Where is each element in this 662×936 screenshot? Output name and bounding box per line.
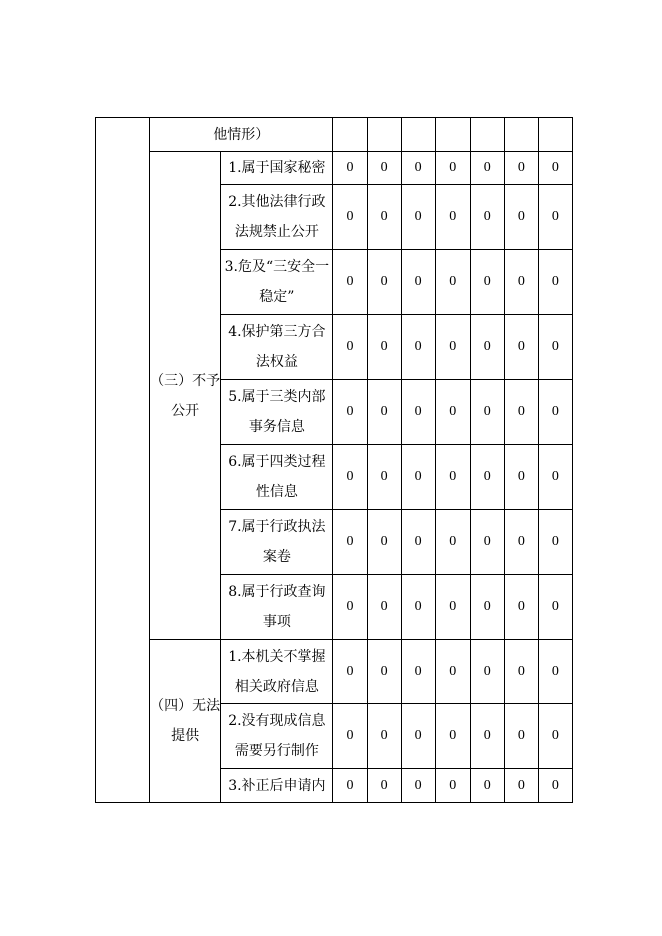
item-label: 3.补正后申请内 — [221, 769, 333, 803]
value-cell: 0 — [435, 575, 470, 640]
value-cell: 0 — [435, 704, 470, 769]
value-cell: 0 — [367, 640, 401, 704]
item-label: 2.其他法律行政法规禁止公开 — [221, 185, 333, 250]
value-cell: 0 — [367, 704, 401, 769]
value-cell: 0 — [401, 575, 435, 640]
value-cell: 0 — [367, 380, 401, 445]
value-cell: 0 — [504, 380, 538, 445]
value-cell — [333, 118, 367, 152]
item-label: 6.属于四类过程性信息 — [221, 445, 333, 510]
value-cell: 0 — [367, 510, 401, 575]
value-cell: 0 — [470, 445, 504, 510]
value-cell: 0 — [470, 640, 504, 704]
item-label: 1.本机关不掌握相关政府信息 — [221, 640, 333, 704]
value-cell: 0 — [367, 575, 401, 640]
table-row — [96, 118, 573, 152]
value-cell: 0 — [538, 575, 572, 640]
value-cell: 0 — [470, 510, 504, 575]
value-cell: 0 — [435, 315, 470, 380]
value-cell: 0 — [538, 315, 572, 380]
category-not-disclosed: （三）不予公开 — [150, 152, 221, 640]
item-label: 2.没有现成信息需要另行制作 — [221, 704, 333, 769]
value-cell: 0 — [538, 640, 572, 704]
value-cell: 0 — [435, 640, 470, 704]
value-cell: 0 — [470, 769, 504, 803]
value-cell: 0 — [504, 575, 538, 640]
value-cell: 0 — [333, 510, 367, 575]
table-row — [96, 640, 573, 704]
statistics-table — [95, 117, 573, 803]
value-cell: 0 — [367, 250, 401, 315]
category-cannot-provide: （四）无法提供 — [150, 640, 221, 803]
value-cell: 0 — [401, 380, 435, 445]
value-cell: 0 — [435, 185, 470, 250]
item-label: 4.保护第三方合法权益 — [221, 315, 333, 380]
outer-category-cell — [96, 118, 150, 803]
value-cell: 0 — [538, 250, 572, 315]
value-cell: 0 — [401, 704, 435, 769]
continued-item-label: 他情形） — [150, 118, 333, 152]
value-cell: 0 — [470, 575, 504, 640]
value-cell: 0 — [401, 250, 435, 315]
value-cell: 0 — [367, 152, 401, 185]
value-cell — [367, 118, 401, 152]
value-cell: 0 — [333, 250, 367, 315]
value-cell: 0 — [401, 152, 435, 185]
value-cell: 0 — [504, 152, 538, 185]
value-cell: 0 — [333, 640, 367, 704]
value-cell — [470, 118, 504, 152]
value-cell: 0 — [401, 315, 435, 380]
value-cell: 0 — [538, 769, 572, 803]
value-cell: 0 — [504, 510, 538, 575]
value-cell: 0 — [538, 152, 572, 185]
value-cell: 0 — [470, 315, 504, 380]
value-cell — [538, 118, 572, 152]
value-cell: 0 — [470, 152, 504, 185]
item-label: 8.属于行政查询事项 — [221, 575, 333, 640]
value-cell: 0 — [504, 640, 538, 704]
value-cell: 0 — [504, 315, 538, 380]
value-cell: 0 — [333, 704, 367, 769]
value-cell: 0 — [470, 704, 504, 769]
value-cell: 0 — [538, 510, 572, 575]
value-cell: 0 — [504, 185, 538, 250]
value-cell: 0 — [401, 510, 435, 575]
value-cell: 0 — [504, 704, 538, 769]
value-cell: 0 — [333, 575, 367, 640]
value-cell: 0 — [367, 445, 401, 510]
value-cell — [435, 118, 470, 152]
item-label: 7.属于行政执法案卷 — [221, 510, 333, 575]
value-cell: 0 — [333, 445, 367, 510]
value-cell: 0 — [435, 152, 470, 185]
value-cell: 0 — [435, 250, 470, 315]
value-cell: 0 — [435, 445, 470, 510]
item-label: 5.属于三类内部事务信息 — [221, 380, 333, 445]
table-row — [96, 152, 573, 185]
value-cell: 0 — [333, 185, 367, 250]
value-cell: 0 — [333, 152, 367, 185]
value-cell: 0 — [504, 769, 538, 803]
value-cell: 0 — [470, 185, 504, 250]
value-cell: 0 — [401, 445, 435, 510]
value-cell: 0 — [333, 769, 367, 803]
value-cell — [401, 118, 435, 152]
value-cell: 0 — [538, 445, 572, 510]
value-cell: 0 — [401, 185, 435, 250]
value-cell: 0 — [435, 380, 470, 445]
item-label: 3.危及“三安全一稳定” — [221, 250, 333, 315]
value-cell: 0 — [435, 769, 470, 803]
value-cell: 0 — [333, 380, 367, 445]
value-cell: 0 — [333, 315, 367, 380]
value-cell: 0 — [470, 380, 504, 445]
value-cell: 0 — [470, 250, 504, 315]
value-cell: 0 — [538, 380, 572, 445]
item-label: 1.属于国家秘密 — [221, 152, 333, 185]
value-cell: 0 — [435, 510, 470, 575]
value-cell: 0 — [367, 315, 401, 380]
value-cell: 0 — [538, 704, 572, 769]
value-cell — [504, 118, 538, 152]
value-cell: 0 — [504, 445, 538, 510]
value-cell: 0 — [367, 185, 401, 250]
value-cell: 0 — [538, 185, 572, 250]
value-cell: 0 — [401, 640, 435, 704]
value-cell: 0 — [504, 250, 538, 315]
value-cell: 0 — [401, 769, 435, 803]
value-cell: 0 — [367, 769, 401, 803]
